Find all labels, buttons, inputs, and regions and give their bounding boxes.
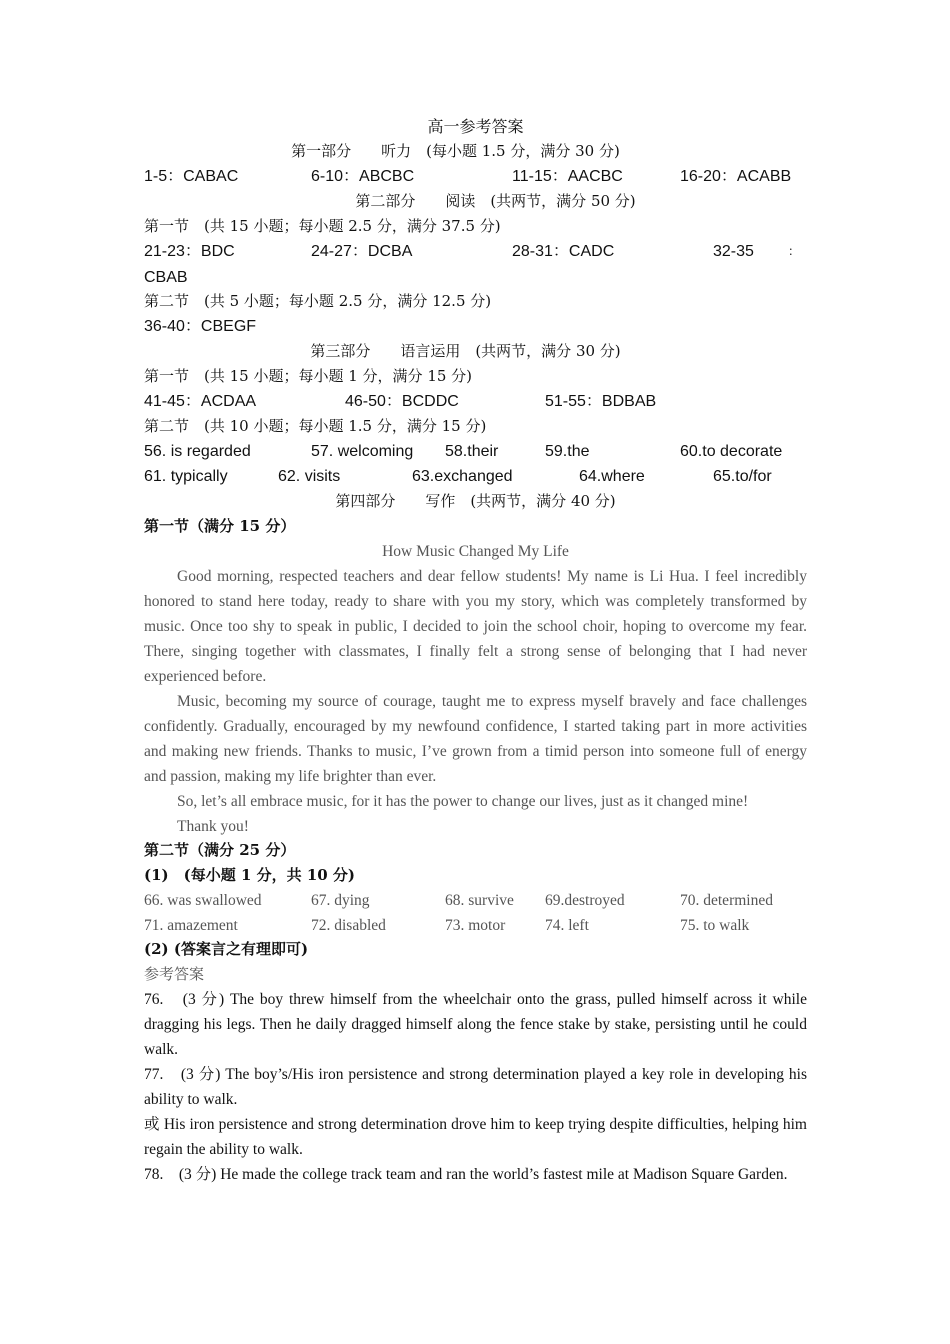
part2-heading: 第二部分 阅读 (共两节，满分 50 分) [355, 192, 636, 210]
answer-6-10: 6-10：ABCBC [311, 168, 415, 185]
answer-60: 60.to decorate [680, 443, 783, 460]
answer-62: 62. visits [278, 468, 341, 485]
reference-answer-label: 参考答案 [144, 965, 205, 983]
part4-sec1-heading: 第一节（满分 15 分） [144, 517, 296, 535]
answer-32-35-colon: ： [788, 244, 801, 258]
essay-title: How Music Changed My Life [382, 543, 569, 560]
answer-67: 67. dying [311, 892, 370, 909]
answer-57: 57. welcoming [311, 443, 414, 460]
answer-24-27: 24-27：DCBA [311, 243, 413, 260]
answer-72: 72. disabled [311, 917, 386, 934]
answer-58: 58.their [445, 443, 499, 460]
part1-answers [144, 164, 807, 189]
part3-sec2-row1 [144, 439, 807, 464]
answer-61: 61. typically [144, 468, 228, 485]
answer-78: 78. (3 分) He made the college track team and ran the world’s fastest mile at Madison Square Garden. [144, 1166, 788, 1183]
answer-21-23: 21-23：BDC [144, 243, 235, 260]
part1-heading: 第一部分 听力 (每小题 1.5 分，满分 30 分) [291, 142, 620, 160]
answer-32-35-value: CBAB [144, 269, 188, 286]
answer-65: 65.to/for [713, 468, 772, 485]
answer-69: 69.destroyed [545, 892, 625, 909]
answer-68: 68. survive [445, 892, 514, 909]
essay-paragraph-1: Good morning, respected teachers and dear fellow students! My name is Li Hua. I feel incredibly honored to stand here today, ready to share with you my story, which was completely transformed by music. Once too shy to speak in public, I decided to join the school choir, hoping to overcome my fear. There, singing together with classmates, I finally felt a strong sense of belonging that I had never experienced before. [144, 568, 807, 685]
answer-73: 73. motor [445, 917, 506, 934]
answer-56: 56. is regarded [144, 443, 251, 460]
part3-heading: 第三部分 语言运用 (共两节，满分 30 分) [310, 342, 621, 360]
answer-28-31: 28-31：CADC [512, 243, 615, 260]
answer-59: 59.the [545, 443, 590, 460]
answer-77-option-a: 77. (3 分) The boy’s/His iron persistence and strong determination played a key role in developing his ability to walk. [144, 1066, 807, 1108]
part4-sec2-heading: 第二节（满分 25 分） [144, 841, 296, 859]
part4-sub1-row1 [144, 888, 807, 913]
answer-77-option-b: 或 His iron persistence and strong determination drove him to keep trying despite difficulties, helping him regain the ability to walk. [144, 1116, 807, 1158]
answer-16-20: 16-20：ACABB [680, 168, 792, 185]
answer-46-50: 46-50：BCDDC [345, 393, 459, 410]
answer-41-45: 41-45：ACDAA [144, 393, 257, 410]
part2-sec1-heading: 第一节 (共 15 小题；每小题 2.5 分，满分 37.5 分) [144, 217, 501, 235]
part4-sub2-heading: (2) (答案言之有理即可) [144, 940, 309, 958]
part2-sec1-answers [144, 239, 807, 264]
page-title: 高一参考答案 [427, 117, 524, 136]
part3-sec2-heading: 第二节 (共 10 小题；每小题 1.5 分，满分 15 分) [144, 417, 487, 435]
answer-63: 63.exchanged [412, 468, 513, 485]
answer-1-5: 1-5：CABAC [144, 168, 239, 185]
essay-paragraph-2: Music, becoming my source of courage, taught me to express myself bravely and face challenges confidently. Gradually, encouraged by my newfound confidence, I started taking part in more activities and making new friends. Thanks to music, I’ve grown from a timid person into someone full of energy and passion, making my life brighter than ever. [144, 693, 807, 785]
answer-71: 71. amazement [144, 917, 238, 934]
answer-76: 76. (3 分) The boy threw himself from the wheelchair onto the grass, pulled himself across it while dragging his legs. Then he daily dragged himself along the fence stake by stake, persisting until he could walk. [144, 991, 807, 1058]
answer-75: 75. to walk [680, 917, 750, 934]
answer-51-55: 51-55：BDBAB [545, 393, 657, 410]
answer-64: 64.where [579, 468, 645, 485]
answer-74: 74. left [545, 917, 589, 934]
part4-sub1-heading: (1) (每小题 1 分，共 10 分) [144, 866, 356, 884]
part3-sec1-heading: 第一节 (共 15 小题；每小题 1 分，满分 15 分) [144, 367, 473, 385]
part4-heading: 第四部分 写作 (共两节，满分 40 分) [335, 492, 616, 510]
answer-32-35-label: 32-35 [713, 243, 754, 260]
part4-sub1-row2 [144, 913, 807, 938]
essay-paragraph-4: Thank you! [177, 818, 249, 835]
answer-36-40: 36-40：CBEGF [144, 318, 257, 335]
part3-sec2-row2 [144, 464, 807, 489]
answer-70: 70. determined [680, 892, 773, 909]
part2-sec2-heading: 第二节 (共 5 小题；每小题 2.5 分，满分 12.5 分) [144, 292, 492, 310]
essay-paragraph-3: So, let’s all embrace music, for it has the power to change our lives, just as it changed mine! [177, 793, 749, 810]
answer-66: 66. was swallowed [144, 892, 262, 909]
answer-11-15: 11-15：AACBC [512, 168, 623, 185]
part3-sec1-answers [144, 389, 807, 414]
